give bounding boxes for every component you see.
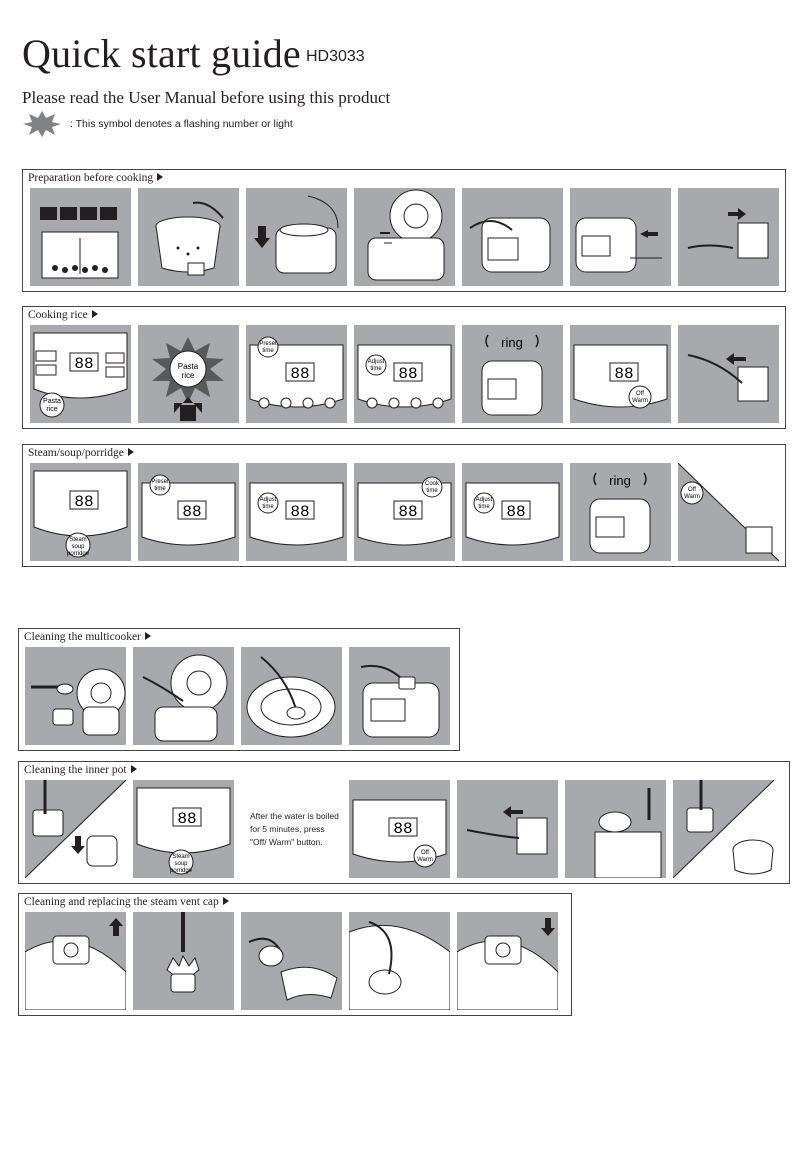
step-panel (138, 188, 239, 286)
svg-text:88: 88 (74, 355, 94, 373)
svg-text:rice: rice (181, 371, 195, 380)
step-panel (354, 188, 455, 286)
section-cooking-rice (22, 306, 786, 429)
svg-text:time: time (154, 486, 166, 492)
section-title: Cleaning the inner pot (24, 764, 137, 776)
svg-text:Steam: Steam (69, 537, 87, 543)
step-panel (673, 780, 774, 878)
svg-text:88: 88 (290, 503, 310, 521)
step-panel (246, 325, 347, 423)
section-cleaning-inner-pot (18, 761, 790, 884)
step-panel (138, 463, 239, 561)
svg-text:rice: rice (46, 406, 58, 413)
step-panel (678, 325, 779, 423)
step-panel (30, 463, 131, 561)
svg-text:time: time (478, 504, 490, 510)
svg-text:Preset: Preset (151, 479, 169, 485)
svg-text:ring: ring (609, 473, 631, 488)
svg-text:88: 88 (177, 810, 197, 828)
section-preparation (22, 169, 786, 292)
step-panel (133, 912, 234, 1010)
section-title: Cooking rice (28, 309, 98, 321)
section-title: Cleaning and replacing the steam vent cap (24, 896, 229, 908)
svg-text:porridge: porridge (169, 868, 193, 874)
svg-text:88: 88 (74, 493, 94, 511)
svg-text:time: time (262, 504, 274, 510)
svg-text:Off: Off (421, 850, 429, 856)
svg-text:Off: Off (688, 487, 696, 493)
step-panel (457, 912, 558, 1010)
step-panel (349, 780, 450, 878)
step-panel (246, 463, 347, 561)
play-triangle-icon (131, 765, 137, 773)
svg-text:88: 88 (398, 503, 418, 521)
boil-instruction-note: After the water is boiled for 5 minutes, press "Off/ Warm" button. (250, 811, 339, 847)
step-panel (349, 647, 450, 745)
flash-star-icon (22, 110, 62, 138)
flash-symbol-note: : This symbol denotes a flashing number or light (70, 118, 293, 130)
svg-text:Warm: Warm (632, 398, 648, 404)
flash-symbol-legend (22, 110, 293, 138)
svg-text:88: 88 (290, 365, 310, 383)
step-panel (570, 325, 671, 423)
svg-text:Pasta: Pasta (177, 362, 199, 371)
step-panel (246, 188, 347, 286)
svg-text:Adjust: Adjust (367, 359, 385, 365)
play-triangle-icon (128, 448, 134, 456)
step-panel (133, 647, 234, 745)
step-panel (462, 188, 563, 286)
step-panel (570, 463, 671, 561)
step-panel (25, 780, 126, 878)
svg-text:time: time (370, 366, 382, 372)
svg-text:Adjust: Adjust (475, 497, 493, 503)
svg-text:88: 88 (398, 365, 418, 383)
svg-text:time: time (426, 488, 438, 494)
section-steam-soup-porridge (22, 444, 786, 567)
step-panel (462, 463, 563, 561)
model-number: HD3033 (306, 48, 365, 65)
step-panel (462, 325, 563, 423)
step-panel (354, 463, 455, 561)
step-panel (678, 463, 779, 561)
svg-text:porridge: porridge (66, 551, 90, 557)
svg-text:Steam: Steam (172, 854, 190, 860)
svg-text:ring: ring (501, 335, 523, 350)
section-steam-vent-cap (18, 893, 572, 1016)
svg-text:Off: Off (636, 391, 644, 397)
svg-text:Warm: Warm (684, 494, 700, 500)
step-panel (241, 647, 342, 745)
svg-text:Cook: Cook (424, 481, 440, 487)
step-panel (30, 188, 131, 286)
step-panel (133, 780, 234, 878)
step-panel (241, 780, 342, 878)
step-panel (138, 325, 239, 423)
play-triangle-icon (145, 632, 151, 640)
svg-text:soup: soup (174, 861, 188, 867)
svg-text:88: 88 (393, 820, 413, 838)
step-panel (25, 647, 126, 745)
svg-text:88: 88 (506, 503, 526, 521)
step-panel (349, 912, 450, 1010)
manual-notice: Please read the User Manual before using this product (22, 88, 391, 107)
step-panel (678, 188, 779, 286)
section-cleaning-multicooker (18, 628, 460, 751)
step-panel (30, 325, 131, 423)
step-panel (457, 780, 558, 878)
page-title: Quick start guide (22, 31, 301, 76)
svg-text:time: time (262, 348, 274, 354)
svg-text:Preset: Preset (259, 341, 277, 347)
step-panel (25, 912, 126, 1010)
svg-text:Adjust: Adjust (259, 497, 277, 503)
play-triangle-icon (157, 173, 163, 181)
svg-text:Pasta: Pasta (43, 398, 61, 405)
section-title: Steam/soup/porridge (28, 447, 134, 459)
step-panel (565, 780, 666, 878)
svg-text:88: 88 (182, 503, 202, 521)
svg-text:soup: soup (71, 544, 85, 550)
step-panel (241, 912, 342, 1010)
section-title: Cleaning the multicooker (24, 631, 151, 643)
svg-text:88: 88 (614, 365, 634, 383)
play-triangle-icon (223, 897, 229, 905)
svg-text:Warm: Warm (417, 857, 433, 863)
step-panel (570, 188, 671, 286)
step-panel (354, 325, 455, 423)
play-triangle-icon (92, 310, 98, 318)
section-title: Preparation before cooking (28, 172, 163, 184)
